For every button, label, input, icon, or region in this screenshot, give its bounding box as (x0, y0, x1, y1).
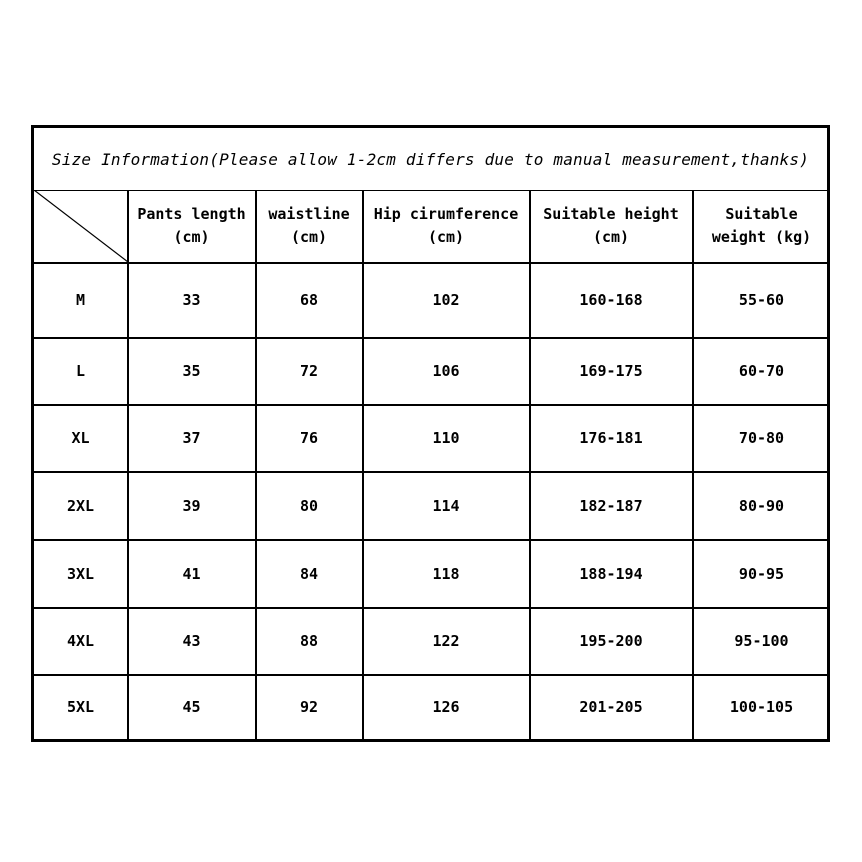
pants-length-cell: 45 (182, 698, 201, 716)
size-cell: XL (71, 429, 90, 447)
header-unit: (cm) (290, 228, 328, 246)
header-weight (693, 190, 830, 262)
hip-cell: 114 (432, 496, 460, 515)
pants-length-cell: 33 (182, 291, 201, 309)
height-cell: 169-175 (579, 362, 643, 380)
size-cell: L (75, 362, 86, 380)
weight-cell: 60-70 (738, 362, 785, 380)
table-title: Size Information(Please allow 1-2cm differs due to manual measurement,thanks) (34, 128, 827, 191)
header-pants-length (128, 190, 255, 262)
header-unit: (cm) (173, 228, 210, 246)
size-cell: 4XL (66, 632, 95, 650)
height-cell: 201-205 (579, 698, 643, 716)
pants-length-cell: 39 (182, 496, 201, 515)
header-line: Pants length (137, 205, 246, 223)
waistline-cell: 72 (299, 362, 319, 380)
header-unit: (cm) (592, 228, 630, 246)
waistline-cell: 92 (299, 698, 319, 716)
corner-diagonal (34, 190, 128, 262)
waistline-cell: 76 (299, 429, 319, 447)
header-line: Suitable (725, 205, 798, 223)
weight-cell: 100-105 (729, 698, 794, 716)
height-cell: 195-200 (579, 632, 643, 650)
header-line: Suitable height (543, 205, 679, 223)
hip-cell: 118 (432, 564, 460, 583)
waistline-cell: 88 (299, 632, 319, 650)
weight-cell: 90-95 (738, 564, 785, 583)
weight-cell: 95-100 (734, 632, 789, 650)
header-line: Hip cirumference (373, 205, 519, 223)
pants-length-cell: 35 (182, 362, 201, 380)
pants-length-cell: 41 (182, 564, 201, 583)
hip-cell: 126 (432, 698, 460, 716)
hip-cell: 106 (432, 362, 460, 380)
waistline-cell: 80 (299, 496, 319, 515)
pants-length-cell: 43 (182, 632, 201, 650)
size-table (31, 125, 830, 742)
height-cell: 188-194 (579, 564, 643, 583)
size-cell: 5XL (66, 698, 95, 716)
weight-cell: 55-60 (738, 291, 785, 309)
hip-cell: 110 (432, 429, 460, 447)
hip-cell: 122 (432, 632, 460, 650)
height-cell: 182-187 (579, 496, 643, 515)
header-hip (363, 190, 529, 262)
header-height (530, 190, 692, 262)
size-cell: 2XL (66, 496, 95, 515)
waistline-cell: 68 (299, 291, 319, 309)
weight-cell: 80-90 (738, 496, 785, 515)
size-cell: M (75, 291, 86, 309)
height-cell: 176-181 (579, 429, 643, 447)
header-unit: (cm) (427, 228, 465, 246)
header-waistline (256, 190, 362, 262)
weight-cell: 70-80 (738, 429, 785, 447)
size-cell: 3XL (66, 564, 95, 583)
waistline-cell: 84 (299, 564, 319, 583)
height-cell: 160-168 (579, 291, 643, 309)
hip-cell: 102 (432, 291, 460, 309)
header-line: waistline (268, 205, 350, 223)
pants-length-cell: 37 (182, 429, 201, 447)
header-unit: weight (kg) (711, 228, 812, 246)
